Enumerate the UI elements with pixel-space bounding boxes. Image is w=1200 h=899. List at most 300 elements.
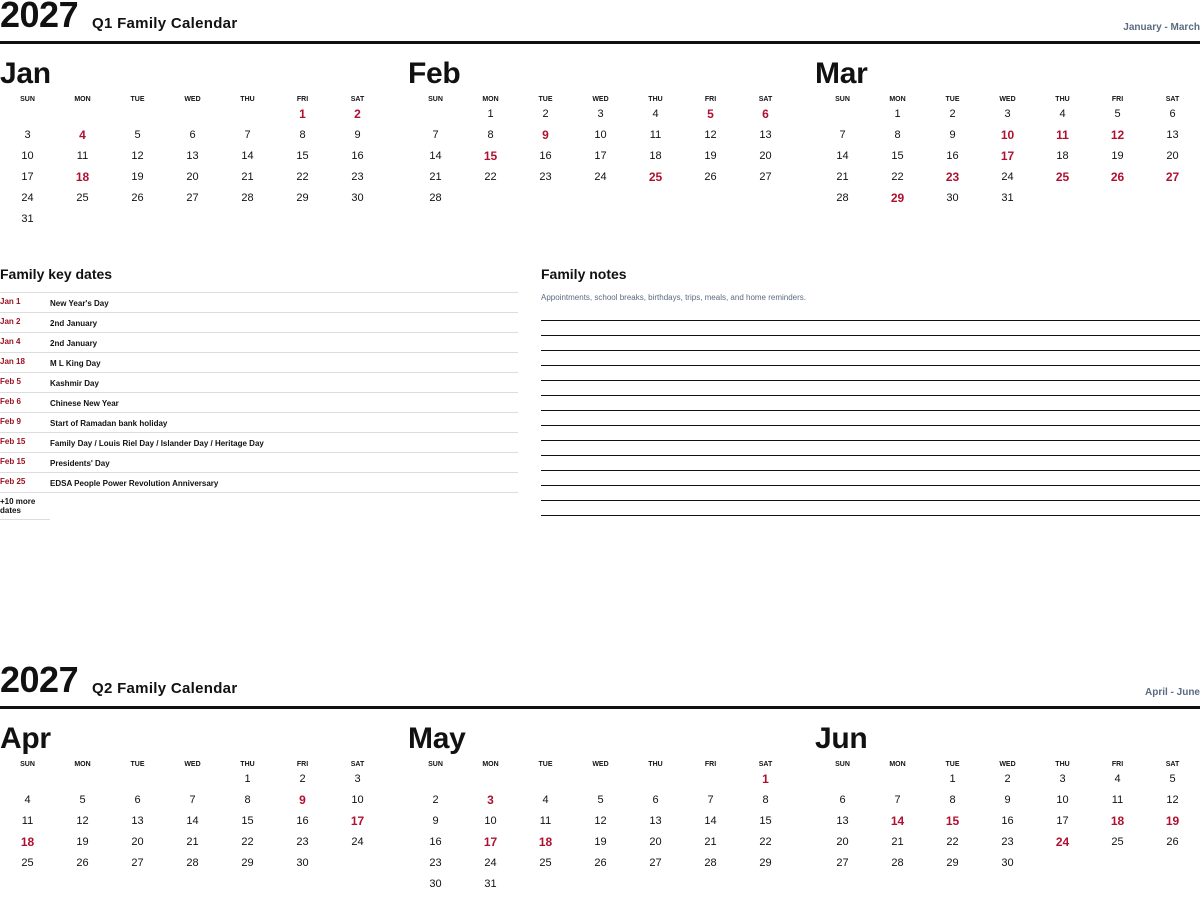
day-cell[interactable]: 4 bbox=[1114, 773, 1121, 785]
day-cell[interactable]: 23 bbox=[429, 857, 442, 869]
day-cell[interactable]: 12 bbox=[131, 150, 144, 162]
notes-subtitle: Appointments, school breaks, birthdays, trips, meals, and home reminders. bbox=[541, 293, 807, 302]
empty-day-cell bbox=[815, 772, 870, 793]
weekday-header: SAT bbox=[758, 761, 773, 768]
day-cell[interactable]: 25 bbox=[76, 192, 89, 204]
weekday-header: FRI bbox=[704, 96, 717, 103]
empty-day-cell bbox=[408, 772, 463, 793]
day-cell[interactable]: 6 bbox=[189, 129, 196, 141]
month-name: Apr bbox=[0, 722, 51, 755]
key-date-row bbox=[0, 313, 518, 333]
weekday-header: WED bbox=[592, 96, 609, 103]
day-cell[interactable]: 20 bbox=[759, 150, 772, 162]
more-dates-link[interactable]: +10 more dates bbox=[0, 493, 50, 520]
weekday-header: THU bbox=[1055, 96, 1070, 103]
empty-day-cell bbox=[220, 107, 275, 128]
day-cell[interactable]: 19 bbox=[704, 150, 717, 162]
day-cell[interactable]: 13 bbox=[649, 815, 662, 827]
day-cell-highlighted[interactable]: 12 bbox=[1110, 128, 1125, 142]
day-cell[interactable]: 8 bbox=[487, 129, 494, 141]
note-line[interactable] bbox=[541, 470, 1200, 485]
day-cell[interactable]: 5 bbox=[1114, 108, 1121, 120]
day-cell-highlighted[interactable]: 18 bbox=[20, 835, 35, 849]
day-cell[interactable]: 26 bbox=[1166, 836, 1179, 848]
weekday-header: SAT bbox=[350, 96, 365, 103]
day-cell-highlighted[interactable]: 25 bbox=[1055, 170, 1070, 184]
day-cell[interactable]: 21 bbox=[429, 171, 442, 183]
day-cell[interactable]: 8 bbox=[244, 794, 251, 806]
day-cell[interactable]: 25 bbox=[539, 857, 552, 869]
day-cell[interactable]: 28 bbox=[186, 857, 199, 869]
day-cell[interactable]: 27 bbox=[836, 857, 849, 869]
notes-title: Family notes bbox=[541, 266, 627, 282]
month-calendar bbox=[0, 722, 385, 877]
day-cell[interactable]: 20 bbox=[131, 836, 144, 848]
day-cell[interactable]: 5 bbox=[79, 794, 86, 806]
day-cell[interactable]: 2 bbox=[542, 108, 549, 120]
day-cell[interactable]: 5 bbox=[597, 794, 604, 806]
day-cell[interactable]: 17 bbox=[21, 171, 34, 183]
day-cell[interactable]: 14 bbox=[836, 150, 849, 162]
key-date-date: Feb 6 bbox=[0, 396, 21, 406]
day-cell[interactable]: 23 bbox=[539, 171, 552, 183]
note-line[interactable] bbox=[541, 485, 1200, 500]
day-cell[interactable]: 6 bbox=[839, 794, 846, 806]
weekday-header: SAT bbox=[1165, 96, 1180, 103]
weekday-header: SAT bbox=[350, 761, 365, 768]
day-cell[interactable]: 28 bbox=[704, 857, 717, 869]
day-cell[interactable]: 11 bbox=[1111, 794, 1124, 806]
day-cell[interactable]: 13 bbox=[186, 150, 199, 162]
day-cell[interactable]: 10 bbox=[484, 815, 497, 827]
day-cell[interactable]: 27 bbox=[759, 171, 772, 183]
day-cell[interactable]: 12 bbox=[704, 129, 717, 141]
day-cell[interactable]: 7 bbox=[244, 129, 251, 141]
empty-day-cell bbox=[683, 772, 738, 793]
day-cell[interactable]: 13 bbox=[1166, 129, 1179, 141]
day-cell[interactable]: 23 bbox=[296, 836, 309, 848]
day-cell[interactable]: 23 bbox=[1001, 836, 1014, 848]
note-line[interactable] bbox=[541, 380, 1200, 395]
day-cell-highlighted[interactable]: 9 bbox=[542, 128, 549, 142]
day-cell[interactable]: 15 bbox=[296, 150, 309, 162]
day-cell[interactable]: 13 bbox=[836, 815, 849, 827]
day-cell[interactable]: 28 bbox=[429, 192, 442, 204]
day-cell-highlighted[interactable]: 18 bbox=[538, 835, 553, 849]
weekday-header: SUN bbox=[20, 761, 35, 768]
month-name: Mar bbox=[815, 57, 868, 90]
key-date-row bbox=[0, 393, 518, 413]
day-cell[interactable]: 1 bbox=[244, 773, 251, 785]
note-line[interactable] bbox=[541, 365, 1200, 380]
day-cell[interactable]: 21 bbox=[704, 836, 717, 848]
day-cell[interactable]: 10 bbox=[21, 150, 34, 162]
day-cell[interactable]: 12 bbox=[1166, 794, 1179, 806]
day-cell[interactable]: 22 bbox=[296, 171, 309, 183]
weekday-header: FRI bbox=[296, 96, 309, 103]
empty-day-cell bbox=[815, 107, 870, 128]
day-cell-highlighted[interactable]: 19 bbox=[1165, 814, 1180, 828]
day-cell-highlighted[interactable]: 3 bbox=[487, 793, 494, 807]
key-date-row bbox=[0, 373, 518, 393]
day-cell[interactable]: 2 bbox=[949, 108, 956, 120]
key-date-name: Presidents' Day bbox=[50, 458, 110, 468]
day-cell[interactable]: 6 bbox=[652, 794, 659, 806]
day-cell[interactable]: 10 bbox=[1056, 794, 1069, 806]
note-line[interactable] bbox=[541, 455, 1200, 470]
day-cell[interactable]: 14 bbox=[186, 815, 199, 827]
day-cell[interactable]: 19 bbox=[594, 836, 607, 848]
note-line[interactable] bbox=[541, 410, 1200, 425]
weekday-header: MON bbox=[74, 96, 91, 103]
note-line[interactable] bbox=[541, 395, 1200, 410]
weekday-header: MON bbox=[889, 96, 906, 103]
day-cell[interactable]: 8 bbox=[894, 129, 901, 141]
day-cell[interactable]: 4 bbox=[1059, 108, 1066, 120]
day-cell[interactable]: 30 bbox=[296, 857, 309, 869]
day-cell[interactable]: 30 bbox=[1001, 857, 1014, 869]
day-cell[interactable]: 1 bbox=[949, 773, 956, 785]
day-cell[interactable]: 16 bbox=[429, 836, 442, 848]
day-cell[interactable]: 17 bbox=[594, 150, 607, 162]
day-cell[interactable]: 3 bbox=[1059, 773, 1066, 785]
day-cell-highlighted[interactable]: 25 bbox=[648, 170, 663, 184]
day-cell[interactable]: 30 bbox=[351, 192, 364, 204]
day-cell[interactable]: 11 bbox=[649, 129, 662, 141]
key-date-name: New Year's Day bbox=[50, 298, 109, 308]
weekday-header: SUN bbox=[835, 761, 850, 768]
day-cell-highlighted[interactable]: 5 bbox=[707, 107, 714, 121]
weekday-header: TUE bbox=[538, 761, 553, 768]
key-date-date: Feb 25 bbox=[0, 476, 26, 486]
month-calendar bbox=[408, 722, 793, 898]
month-name: May bbox=[408, 722, 466, 755]
day-cell[interactable]: 9 bbox=[432, 815, 439, 827]
quarter-title: Q1 Family Calendar bbox=[92, 15, 238, 32]
day-cell[interactable]: 21 bbox=[186, 836, 199, 848]
day-cell[interactable]: 7 bbox=[839, 129, 846, 141]
month-grid bbox=[408, 93, 793, 212]
empty-day-cell bbox=[518, 772, 573, 793]
day-cell[interactable]: 27 bbox=[131, 857, 144, 869]
day-cell-highlighted[interactable]: 24 bbox=[1055, 835, 1070, 849]
day-cell[interactable]: 18 bbox=[649, 150, 662, 162]
day-cell-highlighted[interactable]: 17 bbox=[1000, 149, 1015, 163]
day-cell[interactable]: 26 bbox=[594, 857, 607, 869]
key-date-date: Jan 1 bbox=[0, 296, 21, 306]
day-cell[interactable]: 19 bbox=[76, 836, 89, 848]
day-cell[interactable]: 3 bbox=[354, 773, 361, 785]
day-cell[interactable]: 19 bbox=[131, 171, 144, 183]
weekday-header: WED bbox=[999, 96, 1016, 103]
month-name: Jun bbox=[815, 722, 868, 755]
day-cell-highlighted[interactable]: 2 bbox=[354, 107, 361, 121]
day-cell[interactable]: 26 bbox=[704, 171, 717, 183]
day-cell[interactable]: 22 bbox=[946, 836, 959, 848]
day-cell[interactable]: 7 bbox=[894, 794, 901, 806]
day-cell[interactable]: 11 bbox=[76, 150, 89, 162]
key-date-row bbox=[0, 453, 518, 473]
day-cell[interactable]: 4 bbox=[542, 794, 549, 806]
day-cell[interactable]: 24 bbox=[594, 171, 607, 183]
weekday-header: MON bbox=[889, 761, 906, 768]
weekday-header: THU bbox=[240, 761, 255, 768]
day-cell-highlighted[interactable]: 17 bbox=[483, 835, 498, 849]
day-cell[interactable]: 25 bbox=[21, 857, 34, 869]
quarter-q2 bbox=[0, 659, 1200, 899]
day-cell[interactable]: 20 bbox=[836, 836, 849, 848]
day-cell[interactable]: 3 bbox=[597, 108, 604, 120]
weekday-header: MON bbox=[74, 761, 91, 768]
day-cell[interactable]: 8 bbox=[299, 129, 306, 141]
day-cell[interactable]: 15 bbox=[241, 815, 254, 827]
month-grid bbox=[408, 758, 793, 898]
day-cell-highlighted[interactable]: 4 bbox=[79, 128, 86, 142]
day-cell[interactable]: 10 bbox=[594, 129, 607, 141]
day-cell-highlighted[interactable]: 29 bbox=[890, 191, 905, 205]
day-cell[interactable]: 25 bbox=[1111, 836, 1124, 848]
day-cell[interactable]: 13 bbox=[759, 129, 772, 141]
day-cell[interactable]: 29 bbox=[759, 857, 772, 869]
day-cell[interactable]: 29 bbox=[296, 192, 309, 204]
weekday-header: FRI bbox=[296, 761, 309, 768]
day-cell[interactable]: 2 bbox=[432, 794, 439, 806]
empty-day-cell bbox=[463, 772, 518, 793]
weekday-header: THU bbox=[1055, 761, 1070, 768]
day-cell[interactable]: 20 bbox=[186, 171, 199, 183]
key-date-row bbox=[0, 353, 518, 373]
weekday-header: SUN bbox=[20, 96, 35, 103]
day-cell-highlighted[interactable]: 26 bbox=[1110, 170, 1125, 184]
day-cell[interactable]: 8 bbox=[762, 794, 769, 806]
key-date-name: 2nd January bbox=[50, 318, 98, 328]
day-cell-highlighted[interactable]: 17 bbox=[350, 814, 365, 828]
day-cell-highlighted[interactable]: 14 bbox=[890, 814, 905, 828]
key-date-date: Jan 4 bbox=[0, 336, 21, 346]
month-row bbox=[0, 44, 1200, 234]
weekday-header: SUN bbox=[835, 96, 850, 103]
day-cell[interactable]: 19 bbox=[1111, 150, 1124, 162]
day-cell[interactable]: 24 bbox=[351, 836, 364, 848]
day-cell-highlighted[interactable]: 18 bbox=[1110, 814, 1125, 828]
day-cell[interactable]: 24 bbox=[21, 192, 34, 204]
day-cell[interactable]: 29 bbox=[946, 857, 959, 869]
day-cell[interactable]: 3 bbox=[1004, 108, 1011, 120]
day-cell[interactable]: 9 bbox=[354, 129, 361, 141]
day-cell[interactable]: 4 bbox=[652, 108, 659, 120]
key-date-date: Feb 15 bbox=[0, 456, 26, 466]
day-cell-highlighted[interactable]: 27 bbox=[1165, 170, 1180, 184]
day-cell[interactable]: 20 bbox=[649, 836, 662, 848]
empty-day-cell bbox=[110, 107, 165, 128]
day-cell[interactable]: 5 bbox=[134, 129, 141, 141]
weekday-header: WED bbox=[184, 761, 201, 768]
day-cell[interactable]: 9 bbox=[949, 129, 956, 141]
note-line[interactable] bbox=[541, 350, 1200, 365]
day-cell[interactable]: 21 bbox=[891, 836, 904, 848]
day-cell[interactable]: 16 bbox=[946, 150, 959, 162]
weekday-header: WED bbox=[999, 761, 1016, 768]
note-line[interactable] bbox=[541, 320, 1200, 335]
day-cell[interactable]: 11 bbox=[21, 815, 34, 827]
day-cell[interactable]: 9 bbox=[1004, 794, 1011, 806]
day-cell-highlighted[interactable]: 15 bbox=[945, 814, 960, 828]
day-cell[interactable]: 7 bbox=[432, 129, 439, 141]
key-date-row bbox=[0, 473, 518, 493]
day-cell[interactable]: 1 bbox=[894, 108, 901, 120]
day-cell[interactable]: 6 bbox=[1169, 108, 1176, 120]
day-cell[interactable]: 16 bbox=[351, 150, 364, 162]
key-date-row bbox=[0, 433, 518, 453]
day-cell[interactable]: 22 bbox=[241, 836, 254, 848]
key-date-name: Kashmir Day bbox=[50, 378, 99, 388]
month-name: Feb bbox=[408, 57, 461, 90]
day-cell[interactable]: 11 bbox=[539, 815, 552, 827]
key-date-date: Feb 9 bbox=[0, 416, 21, 426]
day-cell[interactable]: 8 bbox=[949, 794, 956, 806]
weekday-header: WED bbox=[184, 96, 201, 103]
month-grid bbox=[815, 758, 1200, 877]
month-row bbox=[0, 709, 1200, 899]
day-cell[interactable]: 2 bbox=[1004, 773, 1011, 785]
day-cell[interactable]: 27 bbox=[186, 192, 199, 204]
day-cell[interactable]: 15 bbox=[891, 150, 904, 162]
weekday-header: MON bbox=[482, 96, 499, 103]
day-cell[interactable]: 24 bbox=[484, 857, 497, 869]
day-cell[interactable]: 10 bbox=[351, 794, 364, 806]
day-cell[interactable]: 3 bbox=[24, 129, 31, 141]
empty-day-cell bbox=[408, 107, 463, 128]
weekday-header: WED bbox=[592, 761, 609, 768]
key-date-date: Feb 5 bbox=[0, 376, 21, 386]
key-date-row bbox=[0, 293, 518, 313]
note-line[interactable] bbox=[541, 335, 1200, 350]
key-date-name: M L King Day bbox=[50, 358, 101, 368]
day-cell[interactable]: 22 bbox=[891, 171, 904, 183]
key-date-date: Feb 15 bbox=[0, 436, 26, 446]
day-cell[interactable]: 14 bbox=[241, 150, 254, 162]
quarter-range: January - March bbox=[1123, 22, 1200, 33]
quarter-range: April - June bbox=[1144, 687, 1200, 698]
day-cell-highlighted[interactable]: 9 bbox=[299, 793, 306, 807]
day-cell[interactable]: 28 bbox=[836, 192, 849, 204]
empty-day-cell bbox=[628, 772, 683, 793]
day-cell[interactable]: 18 bbox=[1056, 150, 1069, 162]
day-cell[interactable]: 31 bbox=[1001, 192, 1014, 204]
empty-day-cell bbox=[55, 772, 110, 793]
key-date-row bbox=[0, 413, 518, 433]
weekday-header: FRI bbox=[704, 761, 717, 768]
key-dates-list bbox=[0, 292, 518, 520]
day-cell[interactable]: 22 bbox=[484, 171, 497, 183]
key-dates-title: Family key dates bbox=[0, 266, 113, 282]
day-cell[interactable]: 31 bbox=[484, 878, 497, 890]
key-date-name: Chinese New Year bbox=[50, 398, 119, 408]
day-cell[interactable]: 26 bbox=[131, 192, 144, 204]
day-cell[interactable]: 12 bbox=[76, 815, 89, 827]
year-label: 2027 bbox=[0, 659, 79, 700]
month-grid bbox=[0, 758, 385, 877]
day-cell[interactable]: 14 bbox=[429, 150, 442, 162]
key-date-name: Start of Ramadan bank holiday bbox=[50, 418, 168, 428]
note-line[interactable] bbox=[541, 425, 1200, 440]
empty-day-cell bbox=[110, 772, 165, 793]
day-cell[interactable]: 21 bbox=[836, 171, 849, 183]
day-cell[interactable]: 2 bbox=[299, 773, 306, 785]
day-cell[interactable]: 23 bbox=[351, 171, 364, 183]
day-cell[interactable]: 4 bbox=[24, 794, 31, 806]
day-cell[interactable]: 21 bbox=[241, 171, 254, 183]
day-cell[interactable]: 31 bbox=[21, 213, 34, 225]
day-cell[interactable]: 14 bbox=[704, 815, 717, 827]
day-cell-highlighted[interactable]: 23 bbox=[945, 170, 960, 184]
note-line[interactable] bbox=[541, 440, 1200, 455]
day-cell[interactable]: 15 bbox=[759, 815, 772, 827]
weekday-header: SAT bbox=[758, 96, 773, 103]
day-cell[interactable]: 28 bbox=[891, 857, 904, 869]
day-cell[interactable]: 20 bbox=[1166, 150, 1179, 162]
day-cell-highlighted[interactable]: 1 bbox=[762, 772, 769, 786]
day-cell[interactable]: 1 bbox=[487, 108, 494, 120]
year-label: 2027 bbox=[0, 0, 79, 35]
weekday-header: FRI bbox=[1111, 761, 1124, 768]
key-date-name: EDSA People Power Revolution Anniversary bbox=[50, 478, 219, 488]
day-cell[interactable]: 29 bbox=[241, 857, 254, 869]
empty-day-cell bbox=[870, 772, 925, 793]
day-cell[interactable]: 27 bbox=[649, 857, 662, 869]
empty-day-cell bbox=[573, 772, 628, 793]
month-calendar bbox=[815, 57, 1200, 212]
day-cell[interactable]: 24 bbox=[1001, 171, 1014, 183]
day-cell[interactable]: 5 bbox=[1169, 773, 1176, 785]
day-cell[interactable]: 16 bbox=[1001, 815, 1014, 827]
month-grid bbox=[0, 93, 385, 233]
day-cell[interactable]: 22 bbox=[759, 836, 772, 848]
weekday-header: THU bbox=[648, 761, 663, 768]
note-line[interactable] bbox=[541, 515, 1200, 530]
day-cell-highlighted[interactable]: 15 bbox=[483, 149, 498, 163]
weekday-header: TUE bbox=[945, 761, 960, 768]
day-cell[interactable]: 28 bbox=[241, 192, 254, 204]
month-calendar bbox=[408, 57, 793, 212]
day-cell-highlighted[interactable]: 1 bbox=[299, 107, 306, 121]
day-cell[interactable]: 16 bbox=[296, 815, 309, 827]
weekday-header: FRI bbox=[1111, 96, 1124, 103]
note-line[interactable] bbox=[541, 500, 1200, 515]
day-cell[interactable]: 7 bbox=[707, 794, 714, 806]
day-cell-highlighted[interactable]: 6 bbox=[762, 107, 769, 121]
day-cell[interactable]: 13 bbox=[131, 815, 144, 827]
day-cell[interactable]: 30 bbox=[946, 192, 959, 204]
day-cell[interactable]: 17 bbox=[1056, 815, 1069, 827]
day-cell[interactable]: 16 bbox=[539, 150, 552, 162]
empty-day-cell bbox=[165, 107, 220, 128]
day-cell[interactable]: 7 bbox=[189, 794, 196, 806]
day-cell[interactable]: 26 bbox=[76, 857, 89, 869]
weekday-header: TUE bbox=[130, 761, 145, 768]
notes-lines bbox=[541, 320, 1200, 530]
day-cell-highlighted[interactable]: 11 bbox=[1056, 128, 1069, 142]
day-cell[interactable]: 30 bbox=[429, 878, 442, 890]
weekday-header: SUN bbox=[428, 761, 443, 768]
day-cell-highlighted[interactable]: 18 bbox=[75, 170, 90, 184]
day-cell[interactable]: 12 bbox=[594, 815, 607, 827]
day-cell[interactable]: 6 bbox=[134, 794, 141, 806]
month-calendar bbox=[0, 57, 385, 233]
key-date-row bbox=[0, 333, 518, 353]
day-cell-highlighted[interactable]: 10 bbox=[1000, 128, 1015, 142]
key-date-name: Family Day / Louis Riel Day / Islander Day / Heritage Day bbox=[50, 438, 264, 448]
